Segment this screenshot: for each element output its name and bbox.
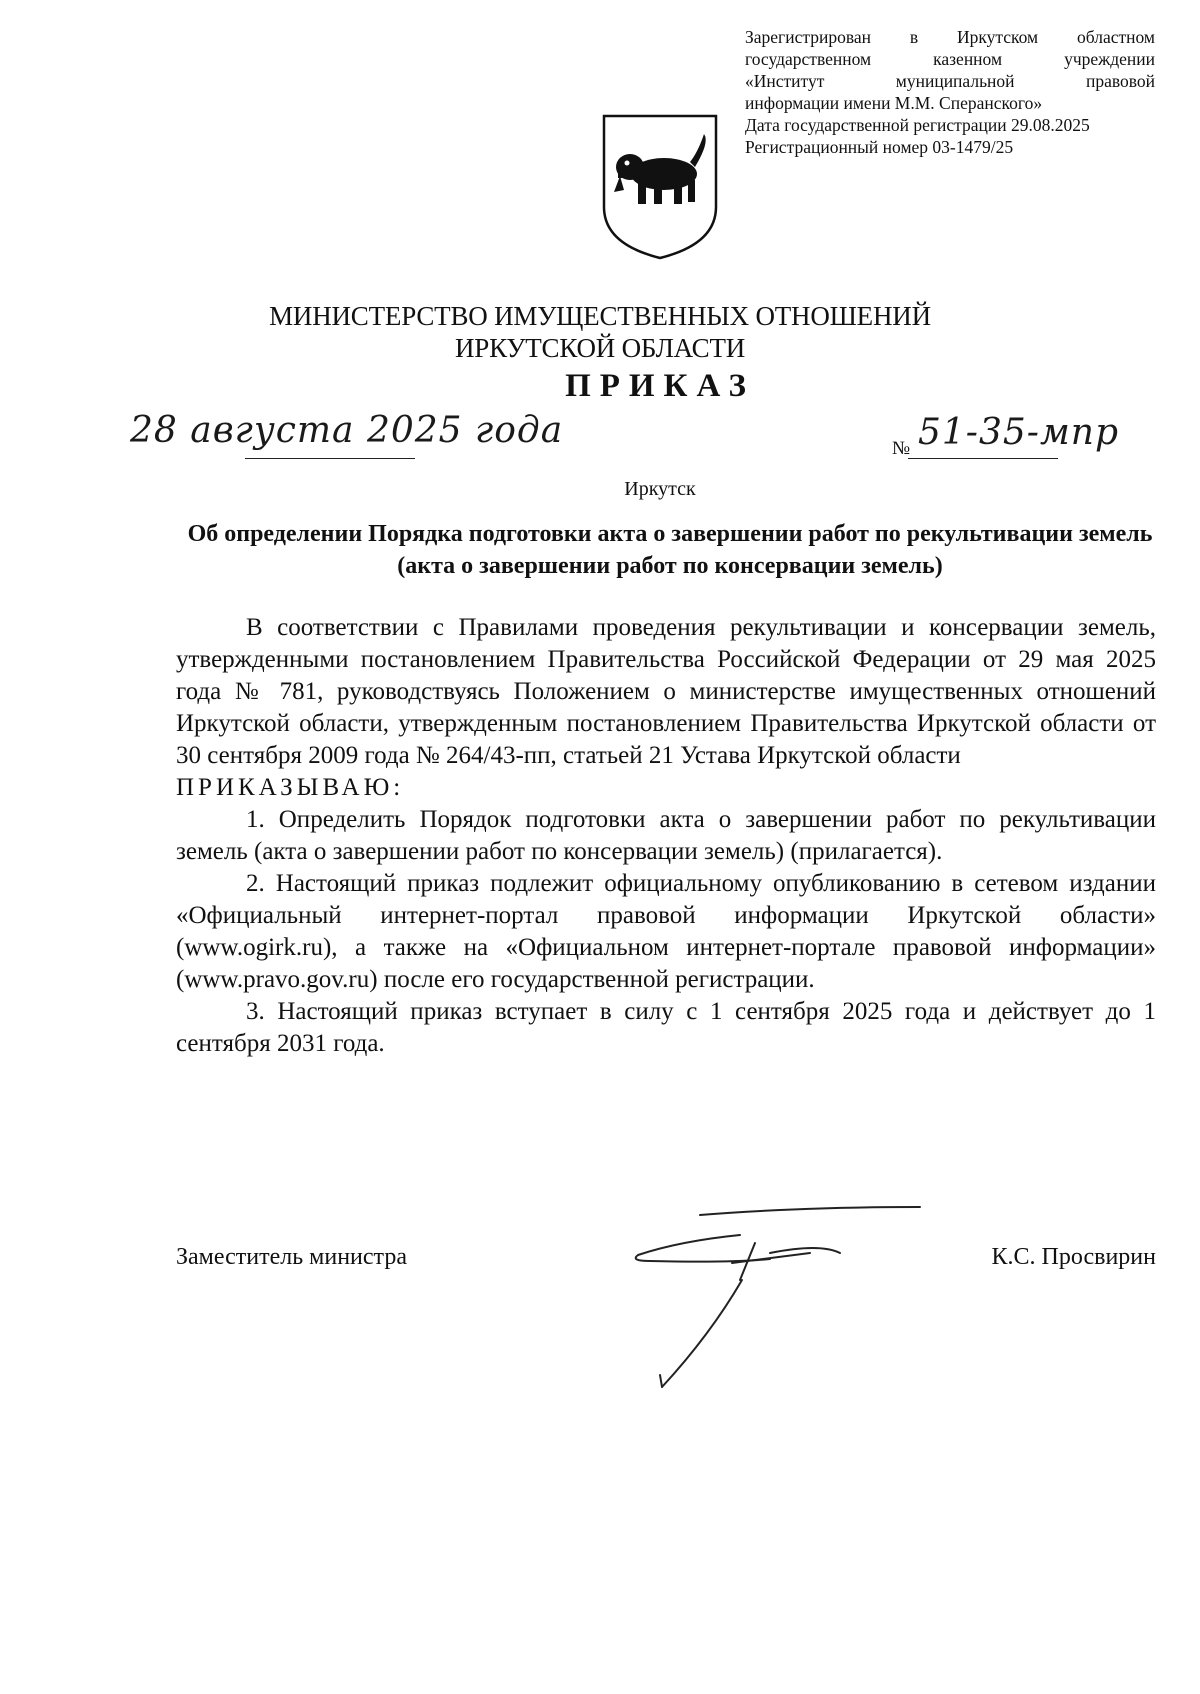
date-underline [245, 458, 415, 459]
coat-of-arms-emblem [600, 112, 720, 262]
document-type-title: ПРИКАЗ [565, 368, 755, 404]
order-number-handwritten: 51-35-мпр [918, 412, 1120, 453]
order-item-3: 3. Настоящий приказ вступает в силу с 1 сентября 2025 года и действует до 1 сентября 2031 года. [176, 998, 1156, 1057]
signatory-position: Заместитель министра [176, 1244, 407, 1270]
order-body [176, 612, 1156, 1060]
registration-line: государственном казенном учреждении [745, 49, 1155, 69]
city-name: Иркутск [624, 478, 696, 500]
registration-line: Регистрационный номер 03-1479/25 [745, 137, 1014, 157]
registration-line: Зарегистрирован в Иркутском областном [745, 27, 1155, 47]
number-underline [908, 458, 1058, 459]
registration-line: «Институт муниципальной правовой [745, 71, 1155, 91]
preamble-paragraph: В соответствии с Правилами проведения рекультивации и консервации земель, утвержденными постановлением Правительства Российской Федерации от 29 мая 2025 года № 781, руководствуясь Положением о министерстве имущественных отношений Иркутской области, утвержденным постановлением Правительства Иркутской области от 30 сентября 2009 года № 264/43-пп, статьей 21 Устава Иркутской области [176, 614, 1156, 769]
order-item-1: 1. Определить Порядок подготовки акта о завершении работ по рекультивации земель (акта о завершении работ по консервации земель) (прилагается). [176, 806, 1156, 865]
order-item-2: 2. Настоящий приказ подлежит официальному опубликованию в сетевом издании «Официальный интернет-портал правовой информации Иркутской области» (www.ogirk.ru), а также на «Официальном интернет-портале правовой информации» (www.pravo.gov.ru) после его государственной регистрации. [176, 870, 1156, 993]
order-heading: Об определении Порядка подготовки акта о завершении работ по рекультивации земель (акта о завершении работ по консервации земель) [187, 521, 1153, 579]
prikazyvayu-line: ПРИКАЗЫВАЮ: [176, 774, 405, 801]
registration-stamp [745, 26, 1155, 158]
signatory-name: К.С. Просвирин [991, 1244, 1156, 1270]
number-sign: № [892, 438, 911, 459]
ministry-name-line1: МИНИСТЕРСТВО ИМУЩЕСТВЕННЫХ ОТНОШЕНИЙ [269, 301, 931, 331]
registration-line: информации имени М.М. Сперанского» [745, 93, 1043, 113]
ministry-name-line2: ИРКУТСКОЙ ОБЛАСТИ [454, 333, 746, 363]
registration-line: Дата государственной регистрации 29.08.2025 [745, 115, 1090, 135]
handwritten-signature [620, 1205, 940, 1405]
order-date-handwritten: 28 августа 2025 года [130, 410, 564, 451]
